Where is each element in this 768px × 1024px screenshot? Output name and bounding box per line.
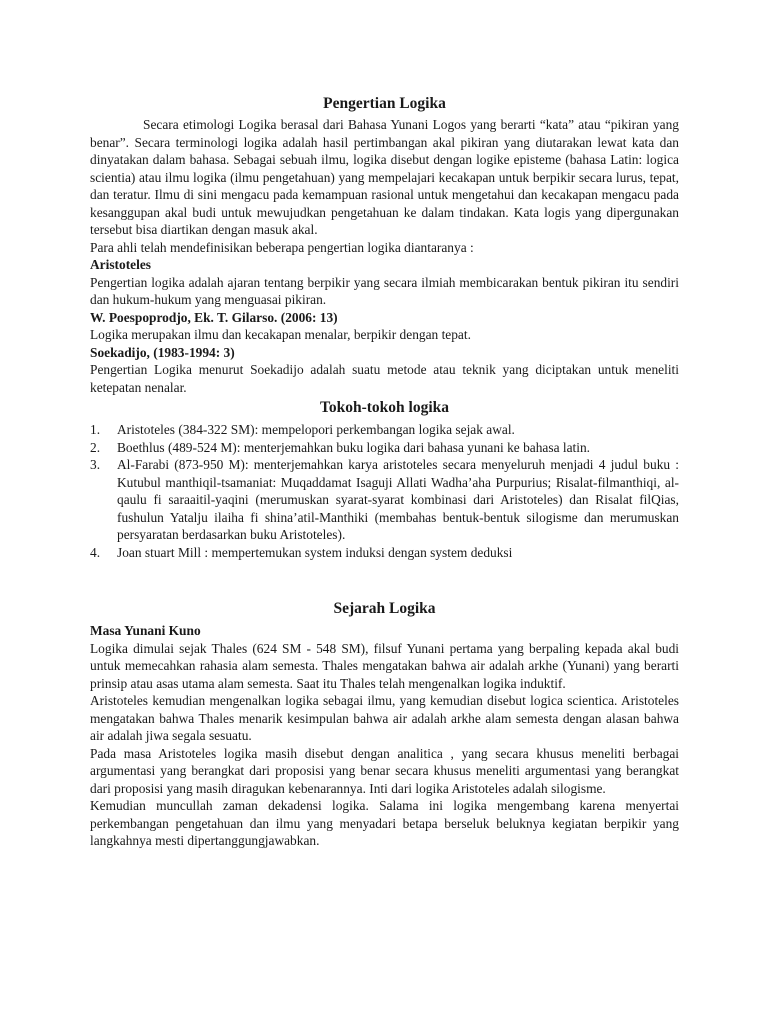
subheading-masa-yunani-kuno: Masa Yunani Kuno — [90, 623, 201, 638]
definition-label-soekadijo: Soekadijo, (1983-1994: 3) — [90, 344, 235, 360]
definition-text-aristoteles: Pengertian logika adalah ajaran tentang berpikir yang secara ilmiah membicarakan bentuk pikiran itu sendiri dan hukum-hukum yang menguasai pikiran. — [90, 274, 679, 307]
history-paragraph-4: Kemudian muncullah zaman dekadensi logika. Salama ini logika mengembang karena menyertai perkembangan pengetahuan dan ilmu yang menyadari betapa berseluk beluknya kegiatan berpikir yang langkahnya mesti dipertanggungjawabkan. — [90, 798, 679, 848]
list-number: 4. — [90, 544, 101, 560]
list-text: Joan stuart Mill : mempertemukan system induksi dengan system deduksi — [117, 544, 513, 560]
list-item — [90, 456, 679, 544]
document-body — [90, 94, 679, 850]
history-paragraph-1: Logika dimulai sejak Thales (624 SM - 548 SM), filsuf Yunani pertama yang berpaling kepada akal budi untuk memecahkan rahasia alam semesta. Thales mengatakan bahwa air adalah arkhe (Yunani) yang berarti prinsip atau asas utama alam semesta. Saat itu Thales telah mengenalkan logika induktif. — [90, 640, 679, 691]
list-number: 1. — [90, 422, 101, 437]
definition-label-aristoteles: Aristoteles — [90, 257, 151, 272]
para-ahli-line: Para ahli telah mendefinisikan beberapa pengertian logika diantaranya : — [90, 239, 474, 255]
section-title-sejarah: Sejarah Logika — [333, 600, 436, 617]
tokoh-list — [90, 421, 679, 561]
list-text: Boethlus (489-524 M): menterjemahkan buku logika dari bahasa yunani ke bahasa latin. — [117, 439, 591, 455]
history-paragraph-3: Pada masa Aristoteles logika masih disebut dengan analitica , yang secara khusus meneliti berbagai argumentasi yang berangkat dari proposisi yang benar secara khusus meneliti argumentasi yang berangkat dari proposisi yang masih diragukan kebenarannya. Inti dari logika Aristoteles adalah silogisme. — [90, 745, 679, 796]
definition-text-poespoprodjo: Logika merupakan ilmu dan kecakapan menalar, berpikir dengan tepat. — [90, 327, 471, 342]
list-text: Al-Farabi (873-950 M): menterjemahkan karya aristoteles secara menyeluruh menjadi 4 judul buku : Kutubul manthiqil-tsamaniat: Muqaddamat Isaguji Allati Wadha’aha Purpurius; Risalat-filmanthiqi, al-qaulu fi saraaitil-yaqini (merumuskan syarat-syarat kombinasi dari Aristoteles) dan Risalat filQias, fushulun Yatalju ilaiha fi shina’atil-Manthiki (membahas bentuk-bentuk silogisme dan merumuskan persyaratan berdasarkan buku Aristoteles). — [117, 457, 679, 542]
intro-paragraph: Secara etimologi Logika berasal dari Bahasa Yunani Logos yang berarti “kata” atau “pikiran yang benar”. Secara terminologi logika adalah hasil pertimbangan akal pikiran yang diutarakan lewat kata dan dinyatakan dalam bahasa. Sebagai sebuah ilmu, logika disebut dengan logike episteme (bahasa Latin: logica scientia) atau ilmu logika (ilmu pengetahuan) yang mempelajari kecakapan untuk berpikir secara lurus, tepat, dan teratur. Ilmu di sini mengacu pada kemampuan rasional untuk mengetahui dan kecakapan mengacu pada kesanggupan akal budi untuk mewujudkan pengetahuan ke dalam tindakan. Kata logis yang dipergunakan tersebut bisa diartikan dengan masuk akal. — [90, 117, 679, 237]
history-paragraph-2: Aristoteles kemudian mengenalkan logika sebagai ilmu, yang kemudian disebut logica scientica. Aristoteles mengatakan bahwa Thales menarik kesimpulan bahwa air adalah arkhe alam semesta dengan alasan bahwa air adalah jiwa segala sesuatu. — [90, 693, 679, 743]
list-number: 3. — [90, 457, 101, 472]
section-title-pengertian: Pengertian Logika — [323, 95, 446, 112]
list-number: 2. — [90, 439, 101, 455]
section-title-tokoh: Tokoh-tokoh logika — [319, 399, 450, 416]
definition-text-soekadijo: Pengertian Logika menurut Soekadijo adalah suatu metode atau teknik yang diciptakan untuk meneliti ketepatan nenalar. — [90, 362, 679, 395]
list-text: Aristoteles (384-322 SM): mempelopori perkembangan logika sejak awal. — [117, 422, 515, 437]
list-item — [90, 544, 679, 562]
list-item — [90, 439, 679, 457]
list-item — [90, 421, 679, 439]
definition-label-poespoprodjo: W. Poespoprodjo, Ek. T. Gilarso. (2006: 13) — [90, 309, 338, 325]
